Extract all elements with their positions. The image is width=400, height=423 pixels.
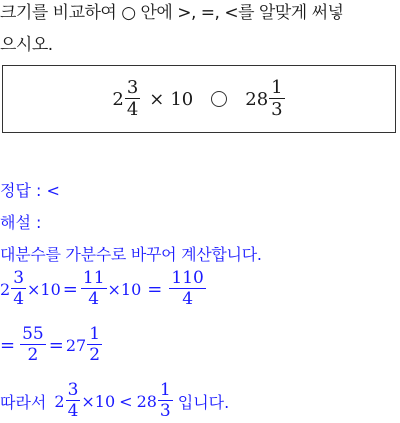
problem-box — [2, 65, 396, 133]
step2-den: 2 — [89, 345, 101, 365]
right-fraction — [269, 79, 284, 119]
question-line-1: 크기를 비교하여 ○ 안에 >, =, <를 알맞게 써넣 — [0, 3, 344, 23]
times-sign: × — [149, 88, 165, 110]
step1-whole: 2 — [0, 279, 11, 299]
step2-eq: = — [0, 334, 16, 356]
left-denominator: 4 — [126, 99, 139, 120]
problem-expression — [3, 66, 395, 132]
conclusion-suffix: 입니다. — [177, 392, 230, 412]
conclusion-den: 4 — [67, 401, 79, 421]
step1-eq: = — [62, 278, 78, 300]
step1-ten: 10 — [40, 279, 61, 299]
answer-label: 정답 : < — [0, 181, 60, 200]
step1-f1-num: 11 — [82, 268, 105, 288]
step1-f2-num: 110 — [171, 268, 204, 288]
conclusion-whole-2: 28 — [136, 391, 157, 411]
conclusion-times: × — [81, 391, 95, 411]
step1-num: 3 — [13, 268, 25, 288]
step1-f1-den: 4 — [88, 289, 100, 309]
conclusion-lt: < — [119, 391, 133, 411]
step2-eq-2: = — [48, 334, 64, 356]
right-denominator: 3 — [271, 99, 283, 120]
conclusion-ten: 10 — [94, 391, 116, 411]
left-fraction — [125, 79, 140, 119]
solution-step-2 — [0, 326, 103, 364]
conclusion-prefix: 따라서 — [0, 392, 47, 412]
step2-f1-num: 55 — [22, 324, 44, 344]
conclusion-num-2: 1 — [159, 380, 171, 400]
right-whole: 28 — [245, 88, 269, 110]
conclusion-den-2: 3 — [159, 401, 171, 421]
step1-times: × — [27, 279, 41, 299]
step1-den: 4 — [13, 289, 25, 309]
step1-times-2: × — [107, 279, 121, 299]
question-line-2: 으시오. — [0, 35, 53, 55]
step1-f2-den: 4 — [182, 289, 194, 309]
step1-eq-2: = — [147, 278, 163, 300]
right-numerator: 1 — [271, 77, 283, 98]
left-whole: 2 — [112, 88, 124, 110]
conclusion-num: 3 — [67, 380, 79, 400]
conclusion-whole: 2 — [54, 391, 65, 411]
solution-conclusion — [0, 382, 229, 420]
left-numerator: 3 — [126, 77, 139, 98]
multiplier: 10 — [170, 88, 194, 110]
step1-ten-2: 10 — [120, 279, 142, 299]
solution-intro: 대분수를 가분수로 바꾸어 계산합니다. — [0, 245, 262, 264]
solution-step-1 — [0, 270, 207, 308]
solution-label: 해설 : — [0, 213, 42, 232]
answer-circle-icon[interactable] — [211, 91, 227, 107]
step2-whole: 27 — [65, 335, 87, 355]
step2-num: 1 — [89, 324, 101, 344]
step2-f1-den: 2 — [27, 345, 39, 365]
